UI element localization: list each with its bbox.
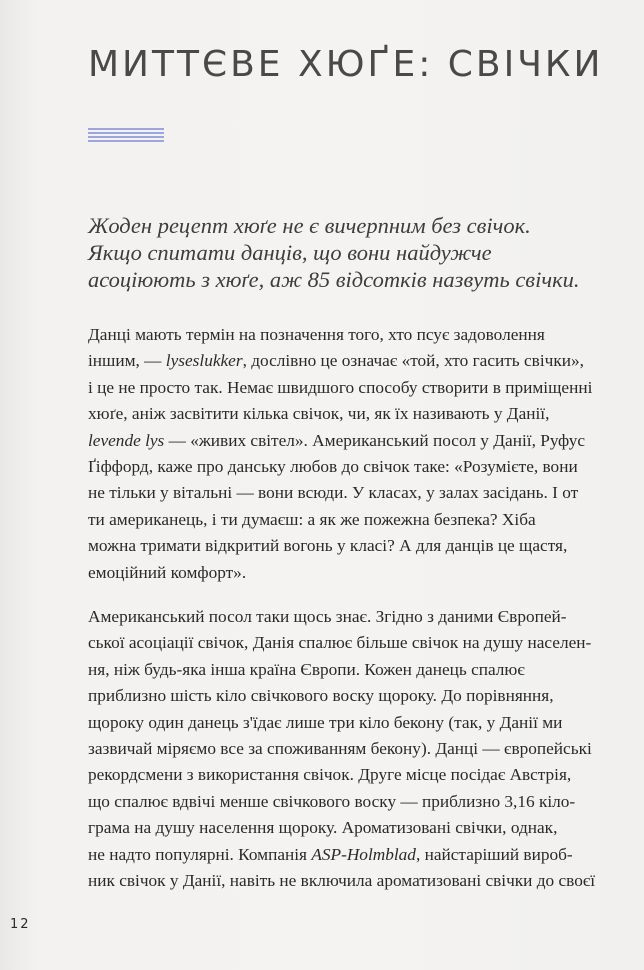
- text-segment: рекордсмени з використання свічок. Друге місце посідає Австрія,: [88, 765, 572, 785]
- decorative-stripes: [88, 128, 164, 143]
- lead-line: Якщо спитати данців, що вони найдужче: [88, 240, 492, 265]
- text-segment: ня, ніж будь-яка інша країна Європи. Кожен данець спалює: [88, 659, 525, 679]
- text-segment: , найстаріший вироб-: [415, 844, 573, 864]
- text-line: [88, 480, 628, 506]
- text-segment: ти американець, і ти думаєш: а як же пожежна безпека? Хіба: [88, 509, 536, 529]
- text-line: [88, 401, 628, 427]
- text-segment: хюґе, аніж засвітити кілька свічок, чи, як їх називають у Данії,: [88, 404, 550, 424]
- text-line: [88, 533, 628, 559]
- text-line: [88, 375, 628, 401]
- text-segment: можна тримати відкритий вогонь у класі? А для данців це щастя,: [88, 536, 568, 556]
- text-line: [88, 762, 628, 788]
- body-paragraph-2: [88, 604, 628, 894]
- text-line: [88, 657, 628, 683]
- text-segment: щороку один данець з'їдає лише три кіло бекону (так, у Данії ми: [88, 712, 563, 732]
- text-line: [88, 710, 628, 736]
- italic-term: lyseslukker: [165, 351, 243, 371]
- text-segment: грама на душу населення щороку. Ароматизовані свічки, однак,: [88, 818, 558, 838]
- text-line: [88, 322, 628, 348]
- text-line: [88, 604, 628, 630]
- lead-line: асоціюють з хюґе, аж 85 відсотків назвуть свічки.: [88, 267, 580, 292]
- text-segment: зазвичай міряємо все за споживанням бекону). Данці — європейські: [88, 739, 592, 759]
- text-segment: Американський посол таки щось знає. Згідно з даними Європей-: [88, 607, 567, 626]
- italic-term: levende lys: [88, 430, 165, 450]
- text-line: [88, 348, 628, 374]
- text-segment: не тільки у вітальні — вони всюди. У класах, у залах засідань. І от: [88, 483, 579, 503]
- text-segment: — «живих світел». Американський посол у Данії, Руфус: [164, 430, 586, 450]
- text-line: [88, 507, 628, 533]
- text-line: [88, 815, 628, 841]
- text-line: [88, 868, 628, 894]
- text-segment: ської асоціації свічок, Данія спалює більше свічок на душу населен-: [88, 633, 592, 653]
- text-line: [88, 454, 628, 480]
- text-line: [88, 736, 628, 762]
- text-line: [88, 630, 628, 656]
- text-segment: Ґіффорд, каже про данську любов до свічок таке: «Розумієте, вони: [88, 457, 578, 477]
- text-line: [88, 683, 628, 709]
- text-segment: , дослівно це означає «той, хто гасить свічки»,: [242, 351, 584, 371]
- text-segment: Данці мають термін на позначення того, хто псує задоволення: [88, 325, 545, 344]
- text-segment: що спалює вдвічі менше свічкового воску — приблизно 3,16 кіло-: [88, 791, 576, 811]
- text-segment: ник свічок у Данії, навіть не включила ароматизовані свічки до своєї: [88, 871, 596, 891]
- text-segment: емоційний комфорт».: [88, 562, 247, 582]
- lead-line: Жоден рецепт хюґе не є вичерпним без свічок.: [88, 213, 531, 238]
- chapter-title: МИТТЄВЕ ХЮҐЕ: СВІЧКИ: [88, 44, 604, 85]
- text-line: [88, 842, 628, 868]
- page-number: 12: [10, 917, 31, 932]
- text-segment: і це не просто так. Немає швидшого способу створити в приміщенні: [88, 377, 593, 397]
- text-segment: не надто популярні. Компанія: [88, 844, 312, 864]
- text-line: [88, 560, 628, 586]
- text-segment: приблизно шість кіло свічкового воску щороку. До порівняння,: [88, 686, 554, 706]
- text-line: [88, 428, 628, 454]
- lead-paragraph: [88, 212, 628, 293]
- italic-term: ASP-Holmblad: [311, 844, 416, 864]
- text-segment: іншим, —: [88, 351, 166, 371]
- body-paragraph-1: [88, 322, 628, 586]
- text-line: [88, 789, 628, 815]
